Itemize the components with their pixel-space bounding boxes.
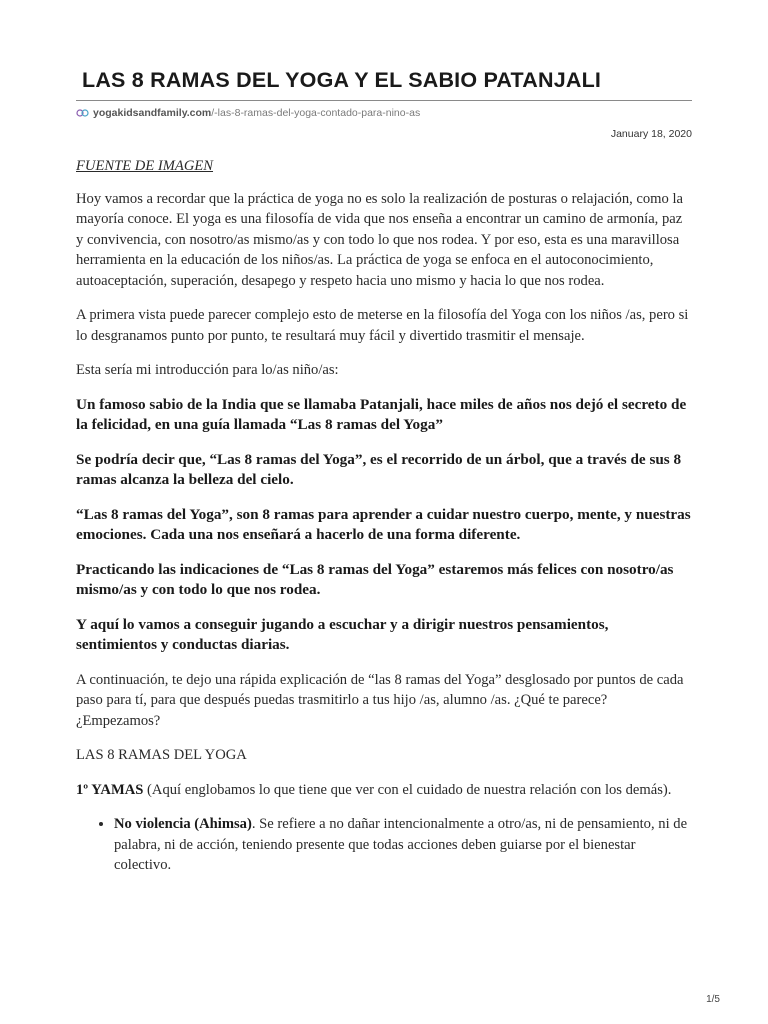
article-body xyxy=(76,156,692,876)
bold-paragraph: Se podría decir que, “Las 8 ramas del Yoga”, es el recorrido de un árbol, que a través de sus 8 ramas alcanza la belleza del cielo. xyxy=(76,450,682,488)
site-favicon-icon xyxy=(76,108,90,118)
list-item xyxy=(114,814,692,876)
page-number: 1/5 xyxy=(706,994,720,1005)
page-header xyxy=(76,64,692,119)
bold-paragraph: Practicando las indicaciones de “Las 8 ramas del Yoga” estaremos más felices con nosotro/as mismo/as y con todo lo que nos rodea. xyxy=(76,560,674,598)
paragraph: A primera vista puede parecer complejo esto de meterse en la filosofía del Yoga con los niños /as, pero si lo desgranamos punto por punto, te resultará muy fácil y divertido trasmitir el mensaje. xyxy=(76,307,689,344)
bold-paragraph: Un famoso sabio de la India que se llamaba Patanjali, hace miles de años nos dejó el secreto de la felicidad, en una guía llamada “Las 8 ramas del Yoga” xyxy=(76,395,687,433)
page-title: LAS 8 RAMAS DEL YOGA Y EL SABIO PATANJALI xyxy=(82,68,602,92)
yamas-text: (Aquí englobamos lo que tiene que ver con el cuidado de nuestra relación con los demás). xyxy=(143,781,672,798)
bullet-term: No violencia (Ahimsa) xyxy=(114,816,252,832)
paragraph: A continuación, te dejo una rápida explicación de “las 8 ramas del Yoga” desglosado por puntos de cada paso para tí, para que después puedas trasmitirlo a tus hijo /as, alumno /as. ¿Qué te parece? ¿Empezamos? xyxy=(76,671,684,729)
section-heading: LAS 8 RAMAS DEL YOGA xyxy=(76,747,247,763)
source-url[interactable] xyxy=(76,107,692,119)
source-domain[interactable]: yogakidsandfamily.com xyxy=(93,107,212,119)
yamas-title: 1º YAMAS xyxy=(76,781,144,798)
title-divider xyxy=(76,100,692,101)
yamas-paragraph xyxy=(76,780,692,801)
bullet-text: . Se refiere a no dañar intencionalmente a otro/as, ni de pensamiento, ni de palabra, ni de acción, teniendo presente que todas acciones deben guiarse por el bienestar colectivo. xyxy=(114,816,688,873)
publish-date: January 18, 2020 xyxy=(610,128,692,140)
bold-paragraph: Y aquí lo vamos a conseguir jugando a escuchar y a dirigir nuestros pensamientos, sentimientos y conductas diarias. xyxy=(76,615,609,653)
bullet-list xyxy=(76,814,692,876)
paragraph: Esta sería mi introducción para lo/as niño/as: xyxy=(76,362,339,378)
bold-paragraph: “Las 8 ramas del Yoga”, son 8 ramas para aprender a cuidar nuestro cuerpo, mente, y nuestras emociones. Cada una nos enseñará a hacerlo de una forma diferente. xyxy=(76,505,691,543)
source-path[interactable]: /-las-8-ramas-del-yoga-contado-para-nino-as xyxy=(211,107,421,119)
paragraph: Hoy vamos a recordar que la práctica de yoga no es solo la realización de posturas o relajación, como la mayoría conoce. El yoga es una filosofía de vida que nos enseña a encontrar un camino de armonía, paz y convivencia, con nosotro/as mismo/as y con todo lo que nos rodea. Y por eso, esta es una maravillosa herramienta en la educación de los niños/as. La práctica de yoga se enfoca en el autoconocimiento, autoaceptación, superación, desapego y respeto hacia uno mismo y hacia lo que nos rodea. xyxy=(76,190,684,289)
image-source-link[interactable]: FUENTE DE IMAGEN xyxy=(76,158,214,174)
